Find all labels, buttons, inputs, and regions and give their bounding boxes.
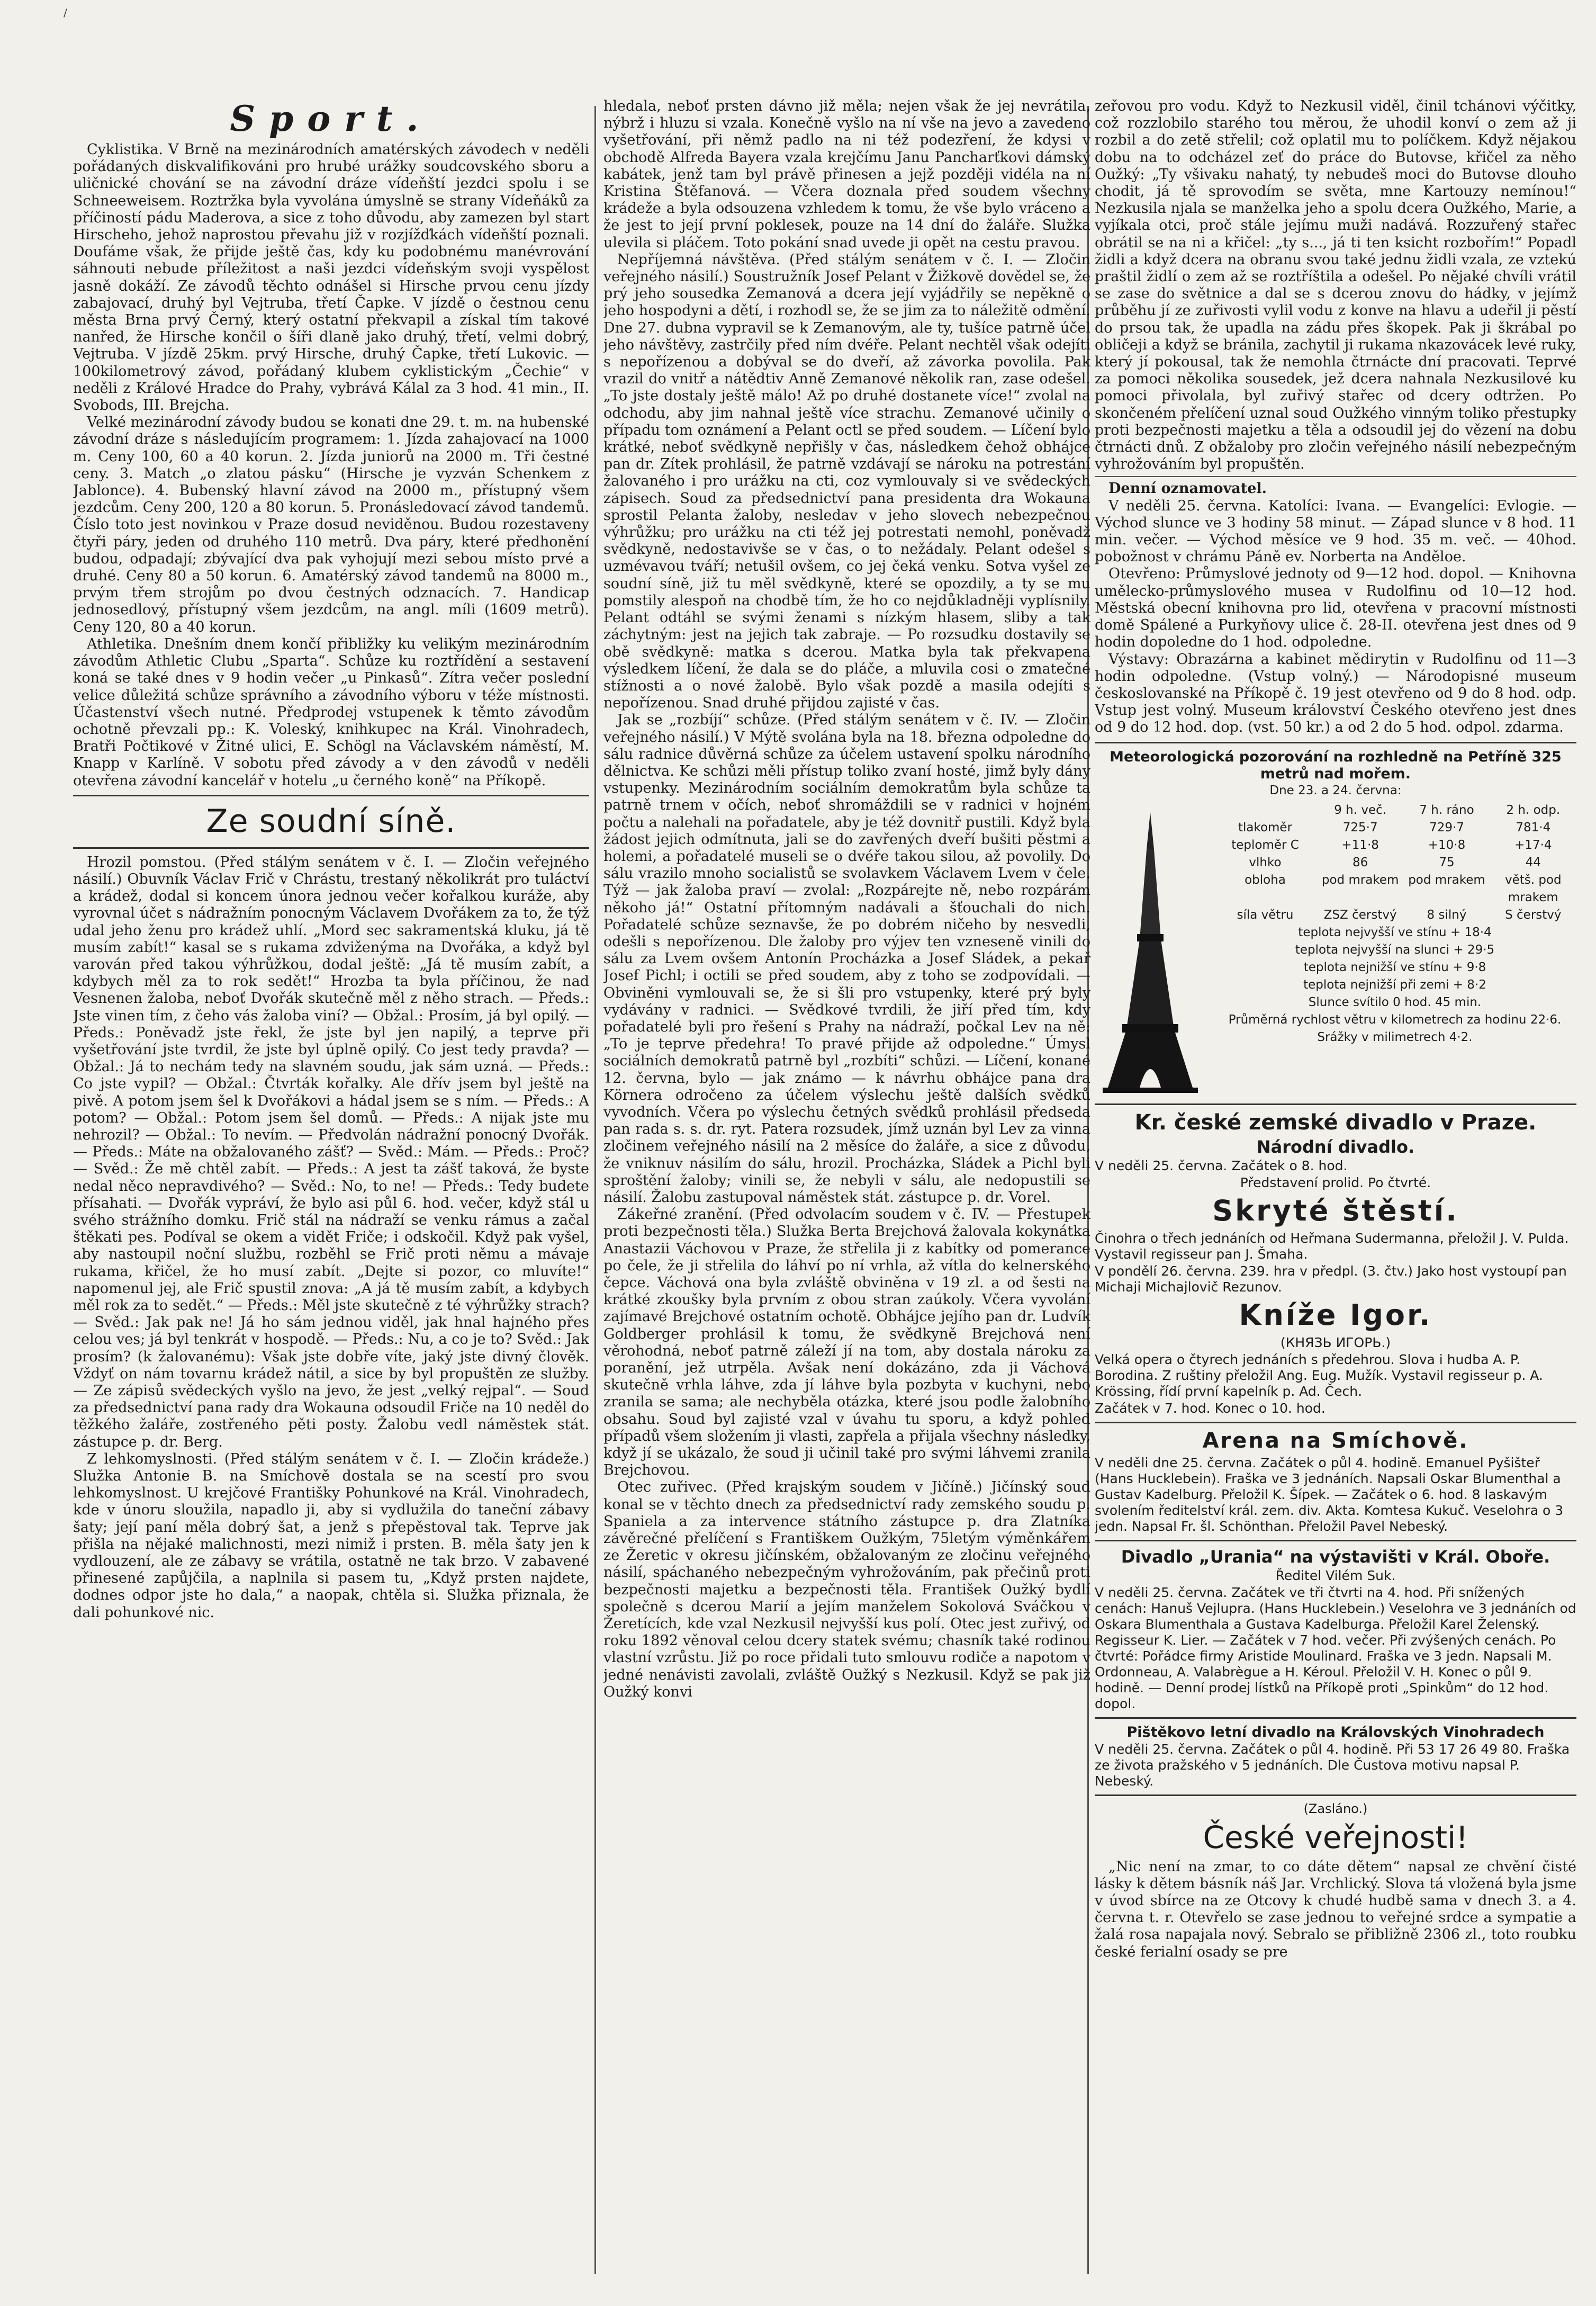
play-title: Kníže Igor. xyxy=(1239,1298,1432,1332)
theatre-ad xyxy=(1095,1110,1576,1416)
article-paragraph: Hrozil pomstou. (Před stálým senátem v č. I. — Zločin veřejného násilí.) Obuvník Václav Frič v Chrástu, trestaný několikrát pro tuláctví a krádež, dodal si koncem února jednou večer kořalkou kuráže, aby vyrovnal účet s nádražním ponocným Václavem Dvořákem za to, že týž udal jeho ženu pro krádež uhlí. „Mord sec sakramentská kluku, já tě musím zabít!“ kasal se s rukama zdviženýma na Dvořáka, a když byl varován před takou výhrůžkou, dodal ještě: „Já tě musím zabít, a kdybych měl za to rok sedět!“ Hrozba ta byla příčinou, že nad Vesnenen žaloba, neboť Dvořák skutečně měl z něho strach. — Předs.: Jste vinen tím, z čeho vás žaloba viní? — Obžal.: Prosím, já byl opilý. — Předs.: Poněvadž jste řekl, že jste byl jen napilý, a teprve při vyšetřování jste tvrdil, že jste byl úplně opilý. Co jest tedy pravda? — Obžal.: Já to nechám tedy na slavném soudu, jak sám uzná. — Předs.: Co jste vypil? — Obžal.: Čtvrták kořalky. Ale dřív jsem byl ještě na pivě. A potom jsem šel k Dvořákovi a hádal jsem se s ním. — Předs.: A potom? — Obžal.: Potom jsem šel domů. — Předs.: A nijak jste mu nehrozil? — Obžal.: To nevím. — Předvolán nádražní ponocný Dvořák. — Předs.: Máte na obžalovaného zášť? — Svěd.: Mám. — Předs.: Proč? — Svěd.: Že mě chtěl zabít. — Předs.: A jest ta zášť taková, že byste nedal něco nepravdivého? — Svěd.: No, to ne! — Předs.: Tedy budete přísahati. — Dvořák vypráví, že bylo asi půl 6. hod. večer, když stál u svého strážního domku. Frič stál na nádraží se venku rámus a začal štěkati pes. Podíval se okem a vidět Friče; i odskočil. Když pak vyšel, aby nastoupil noční službu, rozběhl se Frič proti němu a mávaje rukama, křičel, že ho musí zabít. „Dejte si pozor, co mluvíte!“ napomenul jej, ale Frič spustil znova: „A já tě musím zabít, a kdybych měl rok za to sedět.“ — Předs.: Měl jste skutečně z té výhrůžky strach? — Svěd.: Jak pak ne! Já ho sám jednou viděl, jak hnal hajného přes celou ves; já byl tenkrát v hospodě. — Předs.: Nu, a co je to? Svěd.: Jak prosím? (k žalovanému): Však jste dobře víte, jaký jste divný člověk. Vždyť on nám tovarnu krádež nátil, a sice by byl propuštěn ze služby. — Ze zápisů svědeckých vyšlo na jevo, že jest „velký rejpal“. — Soud za předsednictví pana rady dra Wokauna odsoudil Friče na 10 neděl do těžkého žaláře, zostřeného pěti posty. Žalobu vedl náměstek stát. zástupce p. dr. Berg. xyxy=(73,854,589,1450)
meteo-cell: tlakoměr xyxy=(1238,820,1293,835)
meteo-cell: 44 xyxy=(1525,855,1541,869)
meteo-row xyxy=(1213,872,1576,907)
article-paragraph: Z lehkomyslnosti. (Před stálým senátem v č. I. — Zločin krádeže.) Služka Antonie B. na Smíchově dostala se na scestí pro svou lehkomyslnost. U krejčové Františky Pohunkové na Král. Vinohradech, kde v únoru sloužila, napadlo ji, aby si vydlužila do taneční zábavy šaty; její paní měla dobrý šat, a jenž s přepěstoval tak. Teprve jak přišla na nějaké malichnosti, mezi nimiž i prsten. B. měla šaty jen k vydlouzení, ale ze zábavy se vrátila, ostatně ne tak brzo. V zabavené přinesené zapůjčila, a naplnila si pasem tu, „Když prsten najdete, dodnes odpor jste ho dala,“ a naopak, chtěla si. Služka přiznala, že dali pohunkové nic. xyxy=(73,1450,589,1621)
meteo-cell: pod mrakem xyxy=(1408,873,1485,887)
section-rule xyxy=(1095,1422,1576,1423)
urania-text: V neděli 25. června. Začátek ve tři čtvrti na 4. hod. Při snížených cenách: Hanuš Vejlupra. (Hans Hucklebein.) Veselohra ve 3 jednáních od Oskara Blumenthala a Gustava Kadelburga. Přeložil Karel Želenský. Regisseur K. Lier. — Začátek v 7 hod. večer. Při zvýšených cenách. Po čtvrté: Pořádce firmy Aristide Moulinard. Fraška ve 3 jedn. Napsali M. Ordonneau, A. Valabrègue a H. Kéroul. Přeložil V. H. Konec o půl 9. hodině. — Denní prodej lístků na Příkopě proti „Spinkům“ do 12 hod. dopol. xyxy=(1095,1584,1576,1711)
meteo-cell: +11·8 xyxy=(1341,838,1379,852)
meteo-cell: 725·7 xyxy=(1342,820,1378,835)
section-rule xyxy=(1095,1794,1576,1796)
article-paragraph: Jak se „rozbíjí“ schůze. (Před stálým senátem v č. IV. — Zločin veřejného násilí.) V Mýtě svolána byla na 18. března odpoledne do sálu radnice důvěrná schůze za účelem ustavení spolku národního dělnictva. Ke schůzi měli přístup toliko zvaní hosté, jimž byly dány vstupenky. Mezinárodním sociálním demokratům byla schůze ta patrně trnem v očích, neboť shromáždili se v radnici v hojném počtu a nalehali na pořadatele, aby je též dovnitř pustili. Když byla žádost jejich odmítnuta, jali se do zavřených dveří bušiti pěstmi a holemi, a pořadatelé museli se o dvéře takou silou, až povolily. Do sálu vrazilo mnoho socialistů se svolavkem Václavem Lvem v čele. Týž — jak žaloba praví — zvolal: „Rozpárejte ně, nebo rozpárám někoho já!“ Ostatní přítomným nadávali a šťouchali do nich. Pořadatelé schůze seznavše, že po dobrém ničeho by nesvedli, odešli s nepořízenou. Dle žaloby pro výjev ten vzneseně vinili do sálu za Lvem ovšem Antonín Procházka a Josef Sládek, a pekař Josef Pichl; i octili se před soudem, aby z toho se zodpovídali. — Obviněni vymlouvali se, že si šli pro vstupenky, které prý byly vydávány v radnici. — Svědkové tvrdili, že jiří před tím, kdy pořadatelé byli pro řešení s Prahy na nádraží, počkal Lev na ně: „To je teprve předehra! To pravé přijde až odpoledne.“ Úmysl sociálních demokratů patrně byl „rozbíti“ schůzi. — Líčení, konané 12. června, bylo — jak známo — k návrhu obhájce pana dra Körnera odročeno za účelem výslechu ještě dalších svědků vyvodních. Včera po výslechu četných svědků prohlásil předseda pan rada s. s. dr. ryt. Patera rozsudek, jímž uznán byl Lev za vinna zločinem veřejného násilí na 2 měsíce do žaláře, a sice z důvodu, že vniknuv násilím do sálu, hrozil. Procházka, Sládek a Pichl byli sproštění žaloby; vinili se, že nebyli v sálu, ale nedopustili se násilí. Žalobu zastupoval náměstek stát. zástupce p. dr. Vorel. xyxy=(603,712,1090,1206)
column-2 xyxy=(603,98,1090,2277)
meteo-cell: S čerstvý xyxy=(1505,908,1562,922)
theatre-line: V pondělí 26. června. 239. hra v předpl. (3. čtv.) Jako host vystoupí pan Michaji Michajlovič Rezunov. xyxy=(1095,1263,1567,1295)
meteo-extra-line: teplota nejnižší ve stínu + 9·8 xyxy=(1303,960,1486,974)
zaslano-label: (Zasláno.) xyxy=(1303,1801,1368,1816)
meteo-extra xyxy=(1213,941,1576,959)
meteo-header-cell xyxy=(1213,802,1317,819)
section-rule xyxy=(73,847,589,849)
section-rule xyxy=(1095,1717,1576,1719)
meteo-extra-line: teplota nejvyšší ve stínu + 18·4 xyxy=(1298,925,1492,939)
divider xyxy=(1095,476,1576,477)
play-desc: Velká opera o čtyrech jednáních s předehrou. Slova i hudba A. P. Borodina. Z ruštiny přeložil Ang. Eug. Mužík. Vystavil regisseur p. A. Krössing, řídí první kapelník p. Ad. Čech. xyxy=(1095,1351,1543,1399)
article-paragraph: zeřovou pro vodu. Když to Nezkusil viděl, činil tchánovi výčitky, což rozzlobilo starého tou měrou, že uhodil konví o zem až ji rozbil a do zetě střelil; což oplatil mu to políčkem. Když nějakou dobu na to odcházel zeť do práce do Butovse, křičel za něho Oužký: „Ty všivaku nahatý, ty nebudeš moci do Butovse dlouho chodit, já tě sprovodím se světa, mne Kartouzy nemínou!“ Nezkusila njala se manželka jeho a spolu dcera Oužkého, Marie, a vyjíkala otci, proč stále jejímu muži nadává. Rozzuřený stařec obrátil se na ni a křičel: „ty s..., já ti ten ksicht rozbořím!“ Popadl židli a když dcera na obranu svou také jednu židli vzala, ze vztekú praštil židlí o zem až se roztříštila a odešel. Po nějaké chvíli vrátil se zase do světnice a dal se s dcerou znovu do hádky, v jejímž průběhu jí ze zuřivosti vylil vodu z konve na hlavu a udeřil ji pěstí do prsou tak, že upadla na zádu přes škopek. Pak ji škrábal po obličeji a když se bránila, zachytil ji rukama nkazovácek levé ruky, který jí pokousal, tak že nemohla čtrnácte dní pracovati. Teprvé za pomoci několika sousedek, jež dcera nahnala Nezkusilové ku pomoci přivolala, byl zuřivý stařec od dcery odtržen. Po skončeném přelíčení uznal soud Oužkého vinným toliko přestupky proti bezpečnosti majetku a těla a odsoudil jej do vězení na dobu čtrnácti dnů. Z obžaloby pro zločin veřejného násilí nebezpečným vyhrožováním byl propuštěn. xyxy=(1095,98,1576,473)
meteo-extra xyxy=(1213,976,1576,994)
meteo-cell: 8 silný xyxy=(1427,908,1467,922)
meteo-cell: +17·4 xyxy=(1514,838,1552,852)
urania-director: Ředitel Vilém Suk. xyxy=(1275,1567,1396,1583)
meteo-cell: 75 xyxy=(1439,855,1455,869)
meteo-cell: 781·4 xyxy=(1516,820,1551,835)
urania-ad xyxy=(1095,1547,1576,1712)
corner-mark: / xyxy=(64,6,67,19)
meteo-cell: obloha xyxy=(1245,873,1286,887)
meteo-cell: +10·8 xyxy=(1428,838,1466,852)
article-paragraph: Cyklistika. V Brně na mezinárodních amatérských závodech v neděli pořádaných diskvalifikováni pro hrubé urážky soudcovského sboru a uličnické chování se na závodní dráze vídeňští jezdci spolu i se Schneeweisem. Roztržka byla vyvolána úmyslně se strany Vídeňáků za příčiností pádu Maderova, a sice z toho důvodu, aby zamezen byl start Hirscheho, jehož naprostou převahu již v rozjížďkách vídeňští poznali. Doufáme však, že přijde ještě čas, kdy ku podobnému manévrování sáhnouti nebude příležitost a naši jezdci vídeňským svoji vyspělost jasně dokáží. Ze závodů těchto odnášel si Hirsche prvou cenu jízdy zabajovací, druhý byl Vejtruba, třetí Čapke. V jízdě o čestnou cenu města Brna prvý Černý, který ostatní překvapil a získal tím takové nanřed, že Hirsche končil o šíři dlaně jako druhý, třetí, velmi dobrý, Vejtruba. V jízdě 25km. prvý Hirsche, druhý Čapke, třetí Lukovic. — 100kilometrový závod, pořádaný klubem cyklistickým „Čechie“ v neděli z Králové Hradce do Prahy, vybrává Kálal za 3 hod. 41 min., II. Svobods, III. Brejcha. xyxy=(73,141,589,414)
meteo-date: Dne 23. a 24. června: xyxy=(1269,783,1402,797)
play-subtitle: (КНЯЗЬ ИГОРЬ.) xyxy=(1280,1334,1391,1350)
article-paragraph: hledala, neboť prsten dávno již měla; nejen však že jej nevrátila, nýbrž i hluzu si vzala. Konečně vyšlo na ní vše na jevo a zavedeno vyšetřování, při němž padlo na ni též podezření, že kdysi v obchodě Alfreda Bayera vzala krejčímu Janu Pancharťkovi dámský kabátek, jenž tam byl právě přinesen a jejž později vidéla na ní Kristina Štěfanová. — Včera doznala před soudem všechny krádeže a byla odsouzena vzhledem k tomu, že vše bylo vráceno a že jest to její první poklesek, pouze na 14 dní do žaláře. Služka ulevila si pláčem. Toto pokání snad uvede ji opět na cestu pravou. xyxy=(603,98,1090,251)
theatre-line: V neděli 25. června. Začátek o 8. hod. xyxy=(1095,1158,1348,1173)
meteo-extra xyxy=(1213,994,1576,1011)
notice-line: V neděli 25. června. Katolíci: Ivana. — Evangelíci: Evlogie. — Východ slunce ve 3 hodiny 58 minut. — Západ slunce v 8 hod. 11 min. večer. — Východ měsíce ve 9 hod. 35 m. več. — 40hod. pobožnost v chrámu Páně ev. Norberta na Anděloe. xyxy=(1095,497,1576,566)
meteo-extra-line: Průměrná rychlost větru v kilometrech za hodinu 22·6. xyxy=(1228,1012,1562,1027)
meteo-extra-line: Slunce svítilo 0 hod. 45 min. xyxy=(1308,995,1482,1009)
meteo-block xyxy=(1095,802,1576,1098)
meteo-header-row xyxy=(1213,802,1576,819)
theatre-header: Kr. české zemské divadlo v Praze. xyxy=(1134,1110,1537,1135)
meteo-cell: ZSZ čerstvý xyxy=(1323,908,1397,922)
article-paragraph: Velké mezinárodní závody budou se konati dne 29. t. m. na hubenské závodní dráze s následujícím programem: 1. Jízda zahajovací na 1000 m. Ceny 100, 60 a 40 korun. 2. Jízda juniorů na 2000 m. Tři čestné ceny. 3. Match „o zlatou pásku“ (Hirsche je vyzván Schenkem z Jablonce). 4. Bubenský hlavní závod na 2000 m., přístupný všem jezdcům. Ceny 200, 120 a 80 korun. 5. Pronásledovací závod tandemů. Číslo toto jest novinkou v Praze dosud neviděnou. Budou rozestaveny čtyři páry, jeden od druhého 110 metrů. Dva páry, které předhonění budou, odpadají; zbývající dva pak vyhojují mezi sebou místo prvé a druhé. Ceny 80 a 50 korun. 6. Amatérský závod tandemů na 8000 m., prvým třem strojům po dvou čestných odznacích. 7. Handicap jednosedlový, přístupný všem jezdcům, na angl. míli (1609 metrů). Ceny 120, 80 a 40 korun. xyxy=(73,414,589,635)
article-paragraph: Otec zuřivec. (Před krajským soudem v Jičíně.) Jičínský soud konal se v těchto dnech za předsednictví rady zemského soudu p. Spaniela a za intervence státního zástupce p. dra Zlatníka závěrečné přelíčení s Františkem Oužkým, 75letým výměnkářem ze Žeretic v okresu jičínském, obžalovaným ze zločinu veřejného násilí, spáchaného nebezpečným vyhrožováním, pak přečinů proti bezpečnosti majetku a bezpečnosti těla. František Oužký bydlí společně s dcerou Marií a jejím manželem Sokolová Sváčkou v Žeretících, kde vzal Nezkusil nejvyšší kus polí. Otec jest zuřivý, od roku 1892 věnoval celou dcery statek svému; chasník také rodinou vlastní vzrůstu. Již po roce přidali tuto smlouvu rodiče a napotom v jedné nenávisti zavolali, zvláště Oužký s Nezkusil. Když se pak již Oužký konvi xyxy=(603,1479,1090,1700)
play-times: Začátek v 7. hod. Konec o 10. hod. xyxy=(1095,1400,1326,1416)
column-divider xyxy=(594,106,596,2274)
appeal-text: „Nic není na zmar, to co dáte dětem“ napsal ze chvění čisté lásky k dětem básník náš Jar. Vrchlický. Slova tá vložená byla jsme v úvod sbírce na ze Otcovy k chudé hudbě sama v dnech 3. a 4. června t. r. Otevřelo se zase jednou to veřejné srdce a sympatie a žalá rosa napajala nový. Sebralo se přibližně 2306 zl., toto roubku české ferialní osady se pre xyxy=(1095,1858,1576,1960)
meteo-extra xyxy=(1213,924,1576,941)
meteo-cell: síla větru xyxy=(1237,908,1294,922)
appeal-title: České veřejnosti! xyxy=(1203,1819,1468,1855)
meteo-cell: teploměr C xyxy=(1231,838,1299,852)
meteo-row xyxy=(1213,837,1576,854)
meteo-table xyxy=(1213,802,1576,1098)
meteo-extra xyxy=(1213,959,1576,976)
meteo-extra-line: Srážky v milimetrech 4·2. xyxy=(1317,1030,1473,1044)
arena-header: Arena na Smíchově. xyxy=(1202,1428,1469,1453)
meteo-cell: pod mrakem xyxy=(1321,873,1399,887)
notices-title-text: Denní oznamovatel. xyxy=(1108,480,1267,497)
meteo-row xyxy=(1213,819,1576,837)
notices-title xyxy=(1095,480,1576,497)
petrin-tower-illustration xyxy=(1095,802,1206,1098)
play-title: Skryté štěstí. xyxy=(1212,1194,1459,1227)
theatre-sub: Národní divadlo. xyxy=(1256,1136,1415,1157)
sport-heading: Sport. xyxy=(230,98,432,139)
meteo-cell: vlhko xyxy=(1249,855,1282,869)
arena-text: V neděli dne 25. června. Začátek o půl 4. hodině. Emanuel Pyšišteř (Hans Hucklebein). Fraška ve 3 jednáních. Napsali Oskar Blumenthal a Gustav Kadelburg. Přeložil K. Šípek. — Začátek o 6. hod. 8 laskavým svolením ředitelství král. zem. div. Akta. Komtesa Kukuč. Veselohra o 3 jedn. Napsal Fr. šl. Schönthan. Přeložil Pavel Nebeský. xyxy=(1095,1455,1564,1534)
vinohrady-text: V neděli 25. června. Začátek o půl 4. hodině. Při 53 17 26 49 80. Fraška ze života pražského v 5 jednáních. Dle Čustova motivu napsal P. Nebeský. xyxy=(1095,1741,1570,1789)
meteo-header-cell: 2 h. odp. xyxy=(1506,803,1561,817)
meteo-cell: 86 xyxy=(1352,855,1368,869)
article-paragraph: Nepříjemná návštěva. (Před stálým senátem v č. I. — Zločin veřejného násilí.) Soustružník Josef Pelant v Žižkově dovědel se, že prý jeho sousedka Zemanová a dcera její vyjádřily se nepěkně o jeho hospodyni a dětí, i rozhodl se, že se jim za to náležitě odmění. Dne 27. dubna vypravil se k Zemanovým, ale ty, tušíce patrně účel jeho návštěvy, zastrčily před ním dvéře. Pelant nechtěl však odejíti s nepořízenou a dobýval se do dveří, až závorka povolila. Pak vrazil do vnitř a nátědtiv Anně Zemanové několik ran, zase odešel. „To jste dostaly ještě málo! Až po druhé dostanete více!“ zvolal na odchodu, aby jim nahnal ještě více strachu. Zemanové učinily o případu tom oznámení a Pelant octl se před soudem. — Líčení bylo krátké, neboť svědkyně nepřišly v čas, následkem čehož obhájce pan dr. Zítek prohlásil, že patrně vzdávají se nároku na potrestání žalovaného i pro urážku na cti, coz vymlouvaly si ve svědeckých zápisech. Soud za předsednictví pana presidenta dra Wokauna sprostil Pelanta žaloby, nesledav v jeho slovech nebezpečnou výhrůžku; pro urážku na cti též jej potrestati nemohl, poněvadž svědkyně, nedostavivše se v čas, o to nežádaly. Pelant odešel s uzmévavou tváří; netušil ovšem, co jej čeká venku. Sotva vyšel ze soudní síně, již tu měl svědkyně, které se opozdily, a ty se mu pomstily alespoň na chodbě tím, že ho co nejdůkladněji vyplísnily. Pelant odtáhl se svými ženami s nízkým hlasem, sliby a tak záchytným: jest na jejich tak zabraje. — Po rozsudku dostavily se obě svědkyně: matka s dcerou. Matka byla tak překvapena výsledkem líčení, že dala se do pláče, a mluvila cosi o zmatečné stížnosti a o nové žalobě. Bylo však pozdě a masila odejíti s nepořízenou. Snad druhé přijdou zajisté v čas. xyxy=(603,251,1090,712)
arena-ad xyxy=(1095,1429,1576,1535)
vinohrady-header: Pištěkovo letní divadlo na Královských Vinohradech xyxy=(1126,1724,1545,1740)
meteo-extra xyxy=(1213,1029,1576,1046)
notice-line: Výstavy: Obrazárna a kabinet mědirytin v Rudolfinu od 11—3 hodin odpoledne. (Vstup volný.) — Národopisné museum českoslovanské na Příkopě č. 19 jest otevřeno od 9 do 8 hod. odp. Vstup jest volný. Museum království Českého otevřeno jest dnes od 9 do 12 hod. dop. (vst. 50 kr.) a od 2 do 5 hod. odpol. zdarma. xyxy=(1095,651,1576,736)
notice-line: Otevřeno: Průmyslové jednoty od 9—12 hod. dopol. — Knihovna umělecko-průmyslového musea v Rudolfinu od 10—12 hod. Městská obecní knihovna pro lid, otevřena v pracovní místnosti domě Spálené a Purkyňovy ulice č. 28-II. otevřena jest dnes od 9 hodin dopoledne do 1 hod. odpoledne. xyxy=(1095,566,1576,651)
meteo-row xyxy=(1213,854,1576,872)
meteo-extra-line: teplota nejvyšší na slunci + 29·5 xyxy=(1295,943,1495,957)
article-paragraph: Zákeřné zranění. (Před odvolacím soudem v č. IV. — Přestupek proti bezpečnosti těla.) Služka Berta Brejchová žalovala kokynátka Anastazii Váchovou v Praze, že střelila ji z kabítky od pomerance po čele, že ji střelila do láhví po ní vrhla, až vítla do kelnerského čepce. Váchová ona byla zvláště obviněna v 19 zl. a od šesti na krátké zkoušky byla prvním z obou stran zaúkoly. Včera vyvolání zajímavé Brejchové ostatním ochotě. Obhájce jejího pan dr. Ludvík Goldberger prohlásil k tomu, že svědkyně Brejchová není věrohodná, neboť patrně záleží jí na tom, aby dostala nároku za poranění, jež utrpěla. Avšak není dokázáno, zda ji Váchová skutečně vrhla láhve, zda jí láhve byla pozbyta v kuchyni, nebo zranila se sama; ale nechyběla otázka, které jsou podle žalobního obsahu. Soud byl zajisté vzal v úvahu tu sporu, a když pohled případů všem složením ji vlasti, zapřela a přijala všechny následky, když jí se ukázalo, že soud ji učinil také pro svými láhvemi zranila Brejchovou. xyxy=(603,1206,1090,1479)
meteo-cell: 729·7 xyxy=(1429,820,1464,835)
meteo-extra xyxy=(1213,1011,1576,1029)
column-1 xyxy=(73,98,589,2277)
vinohrady-ad xyxy=(1095,1724,1576,1789)
meteo-header-cell: 9 h. več. xyxy=(1334,803,1387,817)
courts-heading: Ze soudní síně. xyxy=(206,802,456,840)
section-rule xyxy=(1095,1103,1576,1105)
column-3 xyxy=(1095,98,1576,2277)
urania-header: Divadlo „Urania“ na výstavišti v Král. Oboře. xyxy=(1121,1546,1550,1567)
meteo-header-cell: 7 h. ráno xyxy=(1419,803,1474,817)
theatre-line: Představení prolid. Po čtvrté. xyxy=(1240,1174,1431,1190)
section-rule xyxy=(1095,742,1576,743)
meteo-cell: větš. pod mrakem xyxy=(1504,873,1562,904)
section-rule xyxy=(73,795,589,796)
meteo-extra-line: teplota nejnižší při zemi + 8·2 xyxy=(1303,977,1486,992)
meteo-row xyxy=(1213,907,1576,924)
play-desc: Činohra o třech jednáních od Heřmana Sudermanna, přeložil J. V. Pulda. Vystavil regisseur pan J. Šmaha. xyxy=(1095,1230,1569,1262)
article-paragraph: Athletika. Dnešním dnem končí přibližky ku velikým mezinárodním závodům Athletic Clubu „Sparta“. Schůze ku roztřídění a sestavení koná se také dnes v 9 hodin večer „u Pinkasů“. Zítra večer poslední velice důležitá schůze správního a závodního výboru v téže místnosti. Účastenství všech nutné. Předprodej vstupenek k těmto závodům ochotně převzali pp.: K. Voleský, knihkupec na Král. Vinohradech, Bratři Počtikové v Žitné ulici, E. Schögl na Václavském náměstí, M. Knapp v Karlíně. V sobotu před závody a v den závodů v neděli otevřena závodní kancelář v hotelu „u černého koně“ na Příkopě. xyxy=(73,635,589,789)
meteo-title: Meteorologická pozorování na rozhledně na Petříně 325 metrů nad mořem. xyxy=(1110,748,1562,782)
section-rule xyxy=(1095,1540,1576,1541)
